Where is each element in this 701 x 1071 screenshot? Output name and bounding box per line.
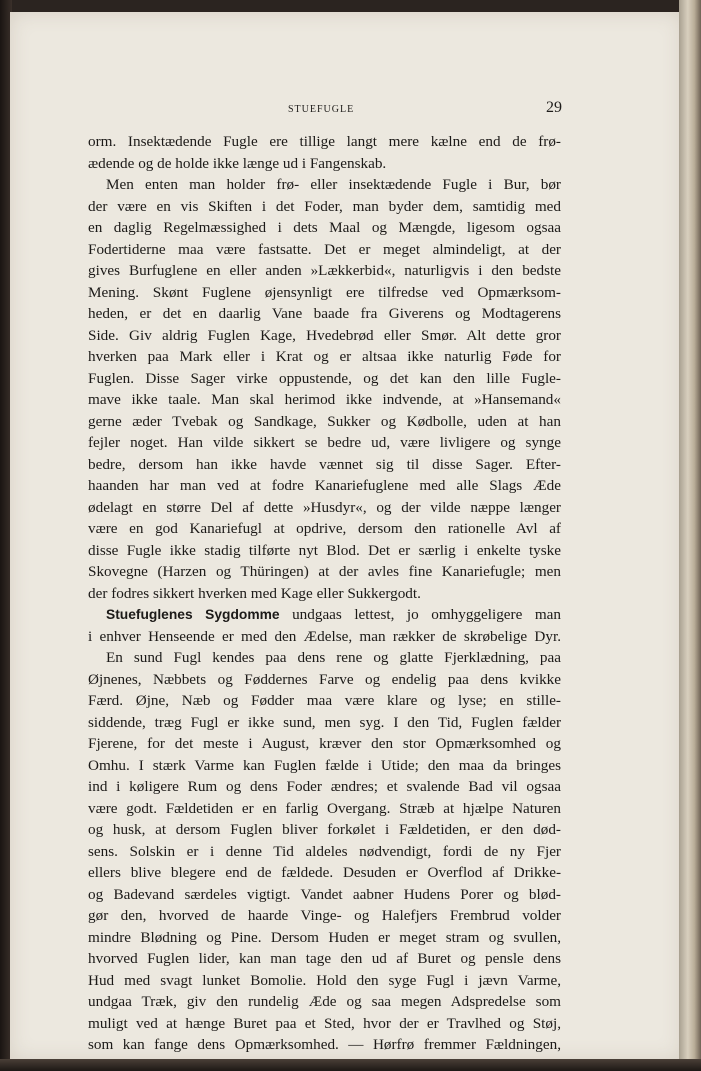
text-line: som kan fange dens Opmærksomhed. — Hørfrø fremmer Fældningen,: [88, 1036, 561, 1053]
text-run: undgaas lettest, jo omhyggeligere man: [292, 606, 561, 623]
text-line: En sund Fugl kendes paa dens rene og glatte Fjerklædning, paa: [106, 649, 561, 666]
text-line: gør den, hvorved de haarde Vinge- og Halefjers Frembrud volder: [88, 907, 561, 924]
text-line: siddende, træg Fugl er ikke sund, men syg. I den Tid, Fuglen fælder: [88, 713, 561, 731]
text-line: Færd. Øjne, Næb og Fødder maa være klare og lyse; en stille-: [88, 692, 561, 709]
text-line: bedre, dersom han ikke havde vænnet sig til disse Sager. Efter-: [88, 455, 561, 473]
text-line: disse Fugle ikke stadig tilførte nyt Blod. Det er særlig i enkelte tyske: [88, 541, 561, 559]
text-line: hvorved Fuglen lider, kan man tage den ud af Buret og pensle dens: [88, 950, 561, 967]
text-line: Fjerene, for det meste i August, kræver den stor Opmærksomhed og: [88, 735, 561, 752]
text-line: og Badevand særdeles vigtigt. Vandet aabner Hudens Porer og blød-: [88, 885, 561, 903]
text-line: i enhver Henseende er med den Ædelse, man rækker de skrøbelige Dyr.: [88, 627, 561, 645]
text-line: undgaa Træk, giv den rundelig Æde og saa megen Adspredelse som: [88, 993, 561, 1010]
text-line: heden, er det en daarlig Vane baade fra Giverens og Modtagerens: [88, 305, 561, 322]
text-line: Mening. Skønt Fuglene øjensynligt ere tilfredse ved Opmærksom-: [88, 283, 561, 301]
text-line: mave ikke taale. Man skal herimod ikke indvende, at »Hansemand«: [88, 391, 561, 408]
text-line: og husk, at dersom Fuglen bliver forkølet i Fældetiden, er den død-: [88, 821, 561, 838]
page-edge: [679, 0, 701, 1071]
text-line: gives Burfuglene en eller anden »Lækkerbid«, naturligvis i den bedste: [88, 262, 561, 279]
text-line: ind i køligere Rum og dens Foder ændres; et svalende Bad vil ogsaa: [88, 778, 561, 795]
text-line: haanden har man ved at fodre Kanariefuglene med alle Slags Æde: [88, 477, 561, 494]
text-line: en daglig Regelmæssighed i dets Maal og Mængde, ligesom ogsaa: [88, 219, 561, 236]
text-line: være en god Kanariefugl at opdrive, dersom den rationelle Avl af: [88, 520, 561, 537]
text-line: Øjnenes, Næbbets og Føddernes Farve og endelig paa dens kvikke: [88, 670, 561, 688]
text-line: Fuglen. Disse Sager virke oppustende, og det kan den lille Fugle-: [88, 369, 561, 387]
text-line: ædende og de holde ikke længe ud i Fangenskab.: [88, 154, 387, 172]
text-line: Side. Giv aldrig Fuglen Kage, Hvedebrød eller Smør. Alt dette gror: [88, 326, 561, 344]
text-line: Omhu. I stærk Varme kan Fuglen fælde i Utide; den maa da bringes: [88, 756, 561, 774]
section-heading: Stuefuglenes Sygdomme: [106, 607, 280, 622]
text-line: være godt. Fældetiden er en farlig Overgang. Stræb at hjælpe Naturen: [88, 799, 561, 817]
text-line: muligt ved at hænge Buret paa et Sted, hvor der er Travlhed og Støj,: [88, 1014, 561, 1032]
text-line: ellers blive blegere end de fældede. Desuden er Overflod af Drikke-: [88, 864, 561, 881]
text-line: hverken paa Mark eller i Krat og er altsaa ikke naturlig Føde for: [88, 348, 561, 365]
text-line: orm. Insektædende Fugle ere tillige langt mere kælne end de frø-: [88, 133, 561, 150]
text-line: Fodertiderne maa være fastsatte. Det er meget almindeligt, at der: [88, 240, 561, 258]
text-line: der være en vis Skiften i det Foder, man byder dem, samtidig med: [88, 197, 561, 215]
text-line: Hud med svagt lunket Bomolie. Hold den syge Fugl i jævn Varme,: [88, 971, 561, 989]
text-line: der fodres sikkert hverken med Kage eller Sukkergodt.: [88, 584, 421, 602]
text-line: Skovegne (Harzen og Thüringen) at der avles fine Kanariefugle; men: [88, 563, 561, 580]
text-line: ødelagt en større Del af dette »Husdyr«, og der vilde næppe længer: [88, 498, 561, 516]
text-line: gerne æder Tvebak og Sandkage, Sukker og Kødbolle, uden at han: [88, 412, 561, 430]
running-header: STUEFUGLE: [288, 104, 355, 115]
text-line-with-heading: [88, 604, 561, 626]
text-line: mindre Blødning og Pine. Dersom Huden er meget stram og svullen,: [88, 928, 561, 946]
body-text: [88, 131, 561, 1056]
text-line: sens. Solskin er i denne Tid aldeles nødvendigt, fordi de ny Fjer: [88, 842, 561, 860]
text-line: fejler noget. Han vilde sikkert se bedre ud, være livligere og synge: [88, 434, 561, 451]
book-bottom-edge: [0, 1059, 701, 1071]
page-number: 29: [546, 99, 562, 116]
text-line: Men enten man holder frø- eller insektædende Fugle i Bur, bør: [106, 176, 561, 193]
